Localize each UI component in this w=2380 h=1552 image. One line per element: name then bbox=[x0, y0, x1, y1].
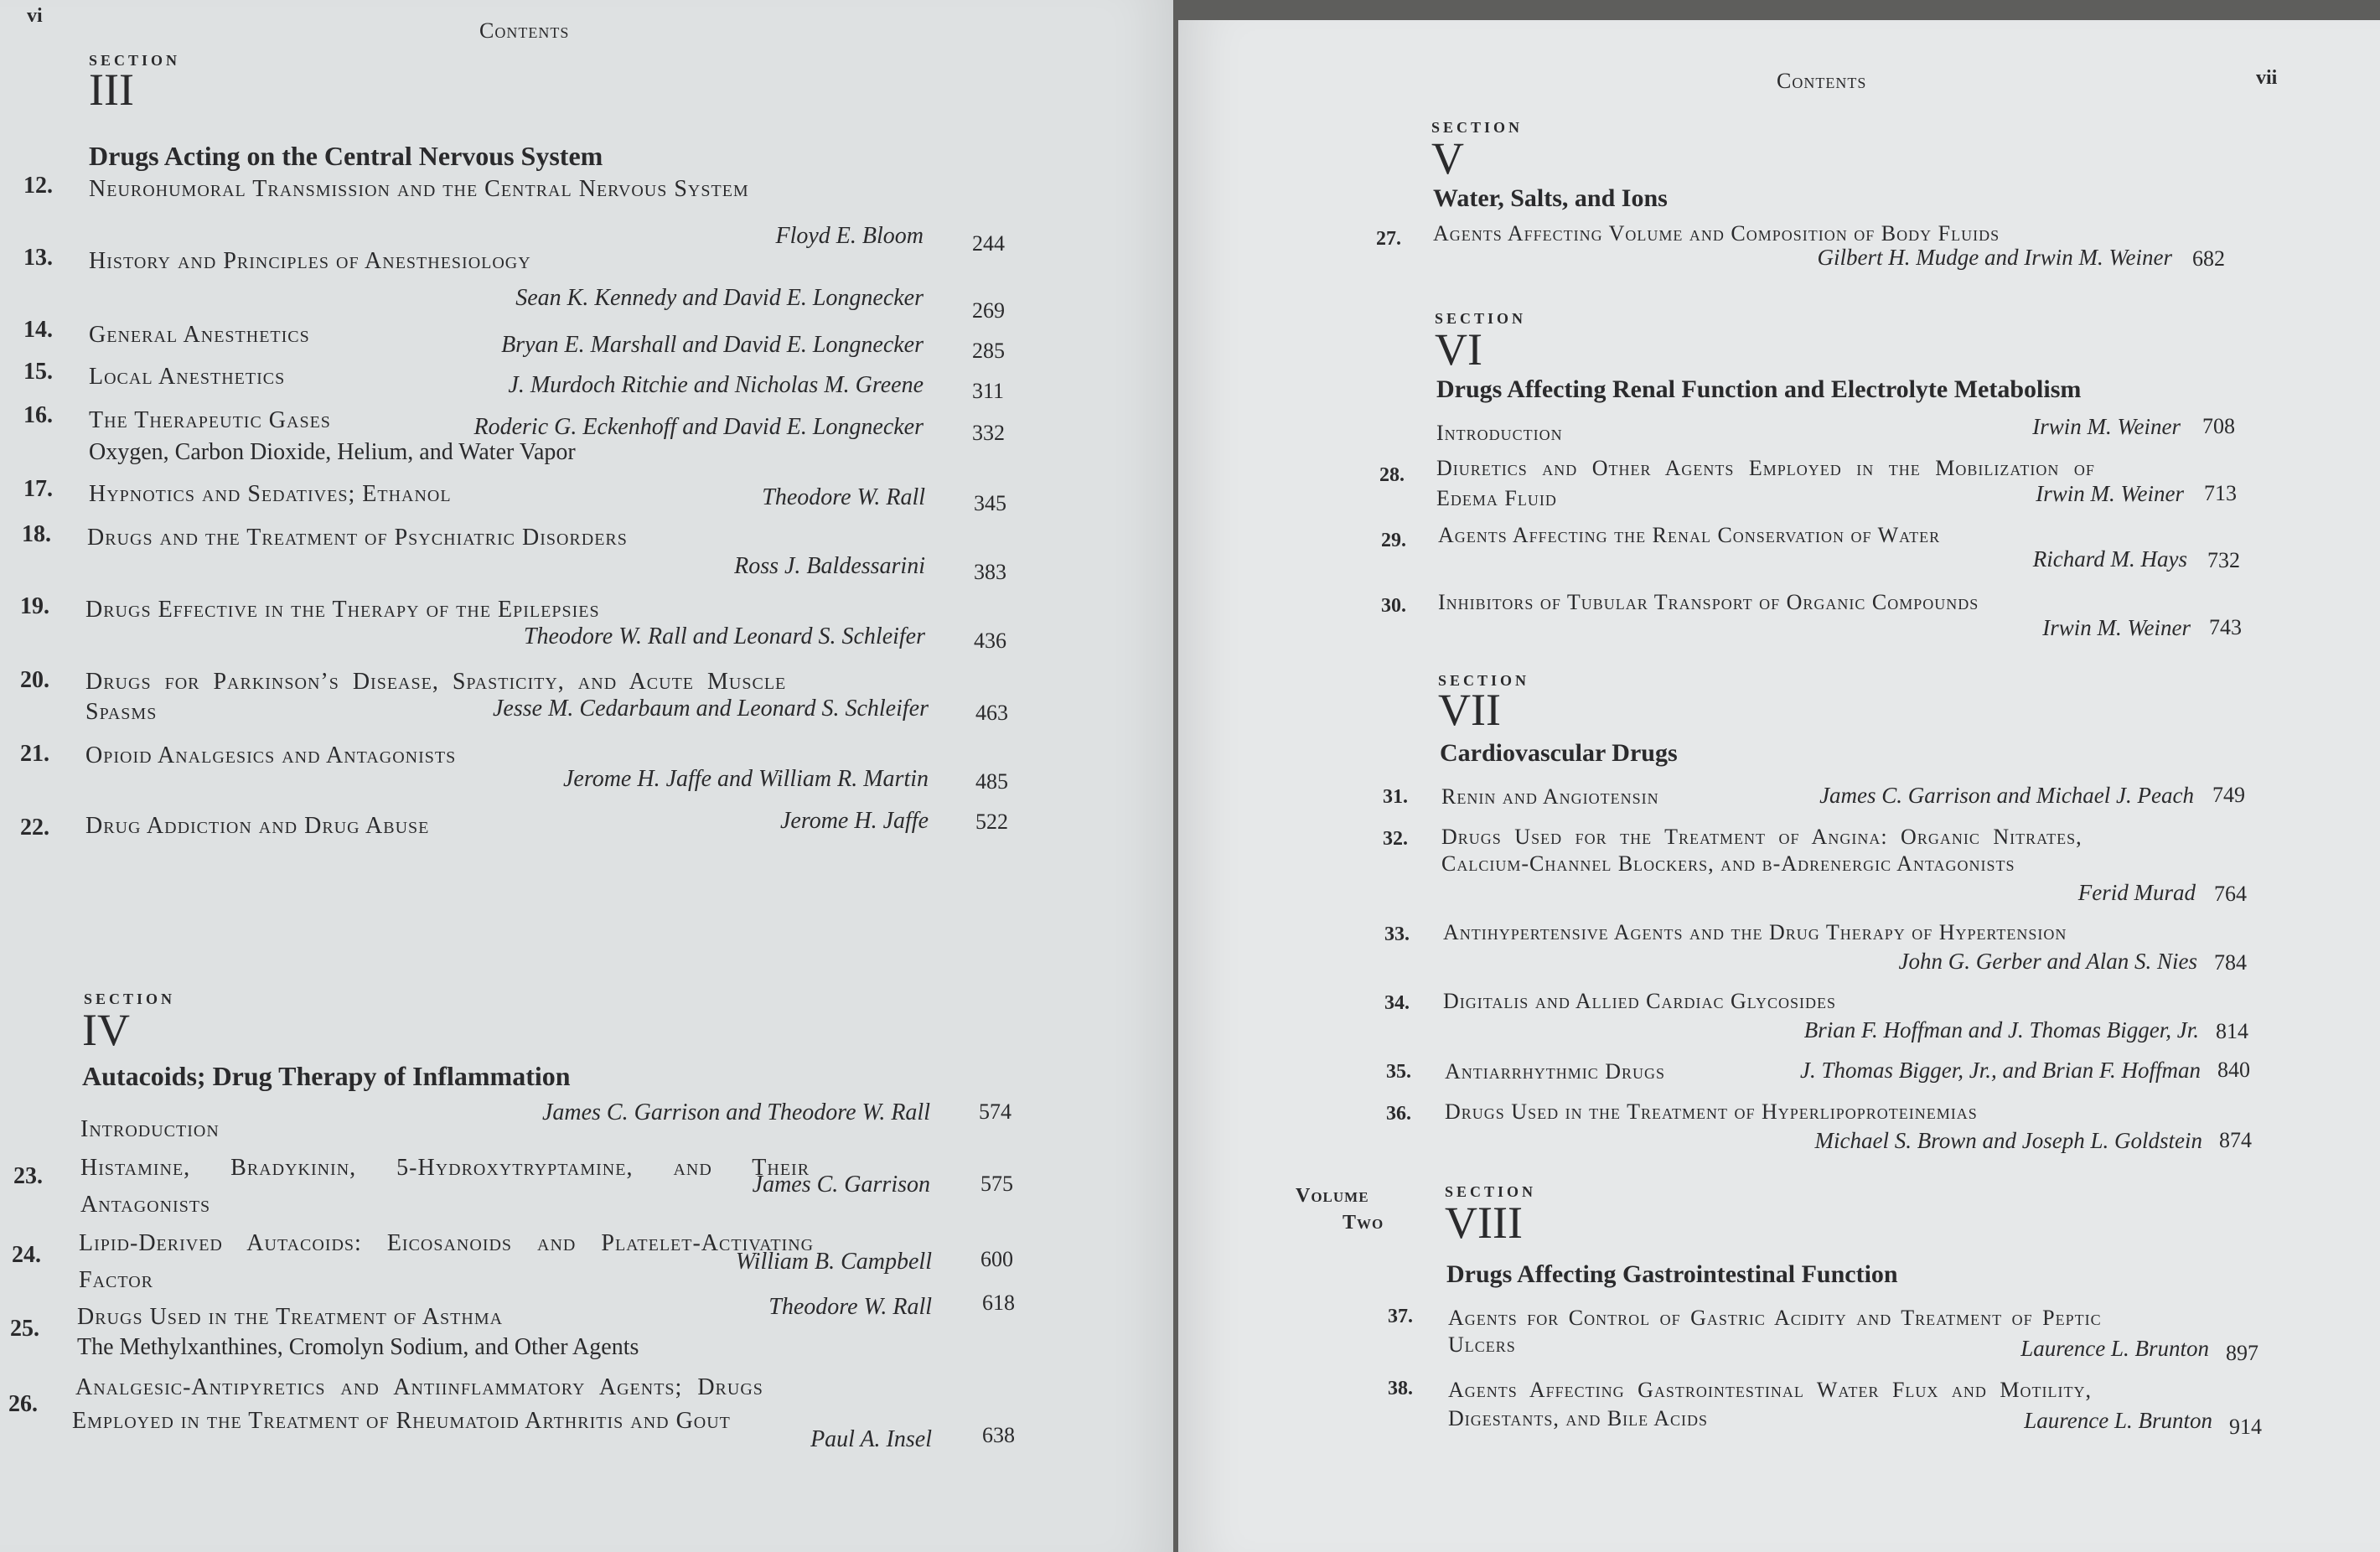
chapter-title-line1: Agents for Control of Gastric Acidity and Treatment of Peptic bbox=[1448, 1306, 2102, 1330]
chapter-page: 244 bbox=[972, 231, 1005, 256]
chapter-authors: J. Murdoch Ritchie and Nicholas M. Greene bbox=[508, 372, 924, 398]
chapter-authors: Bryan E. Marshall and David E. Longnecker bbox=[501, 332, 924, 358]
chapter-authors: Irwin M. Weiner bbox=[2032, 414, 2181, 439]
chapter-page: 682 bbox=[2192, 246, 2225, 271]
page-folio: vi bbox=[27, 5, 43, 27]
chapter-number: 19. bbox=[20, 593, 49, 619]
chapter-number: 15. bbox=[23, 359, 53, 385]
chapter-authors: Richard M. Hays bbox=[2032, 546, 2187, 572]
chapter-number: 23. bbox=[13, 1163, 43, 1189]
chapter-authors: John G. Gerber and Alan S. Nies bbox=[1898, 949, 2197, 974]
volume-label-line2: Two bbox=[1343, 1212, 1384, 1234]
chapter-title-line1: Diuretics and Other Agents Employed in the Mobilization of bbox=[1436, 456, 2095, 480]
chapter-title-line2: Employed in the Treatment of Rheumatoid Arthritis and Gout bbox=[72, 1408, 731, 1434]
chapter-page: 874 bbox=[2219, 1128, 2252, 1152]
chapter-number: 35. bbox=[1386, 1061, 1411, 1083]
chapter-page: 345 bbox=[974, 491, 1006, 515]
chapter-title-line2: Antagonists bbox=[80, 1192, 211, 1218]
section-numeral: VII bbox=[1438, 685, 1501, 735]
chapter-page: 897 bbox=[2226, 1341, 2258, 1365]
chapter-authors: Paul A. Insel bbox=[810, 1426, 932, 1452]
section-label: SECTION bbox=[1435, 310, 1527, 327]
section-title: Cardiovascular Drugs bbox=[1440, 739, 1678, 767]
chapter-authors: Theodore W. Rall and Leonard S. Schleifer bbox=[523, 623, 925, 649]
chapter-authors: Ross J. Baldessarini bbox=[734, 553, 925, 579]
chapter-title-line1: Histamine, Bradykinin, 5-Hydroxytryptamine, and Their bbox=[80, 1155, 810, 1181]
chapter-page: 575 bbox=[980, 1172, 1013, 1196]
section-numeral: IV bbox=[82, 1005, 130, 1055]
chapter-page: 749 bbox=[2212, 783, 2245, 807]
chapter-page: 311 bbox=[972, 379, 1005, 403]
section-title: Autacoids; Drug Therapy of Inflammation bbox=[82, 1061, 571, 1091]
chapter-title: Local Anesthetics bbox=[89, 364, 286, 390]
chapter-number: 31. bbox=[1383, 786, 1408, 808]
chapter-number: 16. bbox=[23, 402, 53, 428]
chapter-page: 732 bbox=[2207, 548, 2240, 572]
chapter-page: 383 bbox=[974, 560, 1006, 584]
chapter-number: 30. bbox=[1381, 595, 1406, 617]
chapter-subtitle: Oxygen, Carbon Dioxide, Helium, and Water Vapor bbox=[89, 439, 576, 465]
chapter-page: 618 bbox=[982, 1291, 1015, 1315]
chapter-number: 34. bbox=[1384, 992, 1410, 1014]
chapter-authors: Sean K. Kennedy and David E. Longnecker bbox=[515, 285, 924, 311]
chapter-title: Inhibitors of Tubular Transport of Organic Compounds bbox=[1438, 590, 1979, 614]
chapter-authors: Jerome H. Jaffe bbox=[780, 808, 929, 834]
chapter-title: Agents Affecting Volume and Composition of Body Fluids bbox=[1433, 221, 2000, 246]
chapter-authors: Laurence L. Brunton bbox=[2020, 1336, 2209, 1361]
chapter-number: 20. bbox=[20, 667, 49, 693]
chapter-number: 27. bbox=[1376, 228, 1401, 250]
chapter-number: 25. bbox=[10, 1316, 39, 1342]
section-label: SECTION bbox=[84, 991, 176, 1007]
chapter-title: Digitalis and Allied Cardiac Glycosides bbox=[1443, 989, 1836, 1013]
right-page bbox=[1178, 20, 2380, 1552]
chapter-number: 18. bbox=[22, 521, 51, 547]
chapter-authors: Ferid Murad bbox=[2077, 880, 2196, 905]
chapter-page: 285 bbox=[972, 339, 1005, 363]
running-head: Contents bbox=[1777, 69, 1867, 93]
section-label: SECTION bbox=[1438, 672, 1530, 689]
running-head: Contents bbox=[479, 18, 570, 43]
chapter-authors: William B. Campbell bbox=[735, 1249, 932, 1275]
chapter-page: 784 bbox=[2214, 950, 2247, 975]
chapter-page: 713 bbox=[2204, 481, 2237, 505]
chapter-title: General Anesthetics bbox=[89, 322, 310, 348]
chapter-number: 28. bbox=[1379, 464, 1405, 486]
section-title: Drugs Affecting Renal Function and Electrolyte Metabolism bbox=[1436, 375, 2082, 403]
chapter-authors: James C. Garrison and Theodore W. Rall bbox=[541, 1099, 930, 1125]
chapter-page: 914 bbox=[2229, 1415, 2262, 1439]
chapter-page: 600 bbox=[980, 1247, 1013, 1271]
chapter-authors: Jerome H. Jaffe and William R. Martin bbox=[563, 766, 929, 792]
chapter-title: Drugs Used in the Treatment of Asthma bbox=[77, 1304, 504, 1330]
chapter-page: 436 bbox=[974, 629, 1006, 653]
chapter-number: 32. bbox=[1383, 828, 1408, 850]
chapter-title-line2: Edema Fluid bbox=[1436, 486, 1557, 510]
chapter-title-line1: Drugs for Parkinson’s Disease, Spasticity, and Acute Muscle bbox=[85, 669, 787, 695]
chapter-page: 332 bbox=[972, 421, 1005, 445]
chapter-title: History and Principles of Anesthesiology bbox=[89, 248, 531, 274]
chapter-page: 840 bbox=[2217, 1058, 2250, 1082]
section-numeral: VI bbox=[1435, 324, 1482, 375]
chapter-number: 17. bbox=[23, 476, 53, 502]
chapter-number: 33. bbox=[1384, 923, 1410, 945]
chapter-title-line2: Factor bbox=[79, 1267, 153, 1293]
page-folio: vii bbox=[2256, 67, 2278, 89]
left-page bbox=[0, 0, 1173, 1552]
volume-label-line1: Volume bbox=[1296, 1185, 1369, 1207]
chapter-page: 708 bbox=[2202, 414, 2235, 438]
section-title: Drugs Affecting Gastrointestinal Function bbox=[1446, 1260, 1898, 1288]
section-label: SECTION bbox=[1445, 1183, 1537, 1200]
chapter-title: Introduction bbox=[80, 1116, 220, 1142]
chapter-title: Drugs Used in the Treatment of Hyperlipoproteinemias bbox=[1445, 1099, 1978, 1124]
chapter-authors: Laurence L. Brunton bbox=[2024, 1408, 2212, 1433]
chapter-page: 743 bbox=[2209, 615, 2242, 639]
chapter-number: 24. bbox=[12, 1242, 41, 1268]
section-title: Water, Salts, and Ions bbox=[1433, 184, 1668, 212]
chapter-title: Drug Addiction and Drug Abuse bbox=[85, 813, 430, 839]
chapter-authors: J. Thomas Bigger, Jr., and Brian F. Hoffman bbox=[1799, 1058, 2201, 1083]
chapter-authors: Irwin M. Weiner bbox=[2036, 481, 2184, 506]
chapter-page: 485 bbox=[975, 769, 1008, 794]
chapter-authors: James C. Garrison bbox=[752, 1172, 930, 1198]
chapter-title: Opioid Analgesics and Antagonists bbox=[85, 742, 457, 768]
chapter-title: Introduction bbox=[1436, 421, 1563, 445]
section-label: SECTION bbox=[89, 52, 181, 69]
section-title: Drugs Acting on the Central Nervous System bbox=[89, 141, 603, 171]
chapter-authors: Theodore W. Rall bbox=[762, 484, 925, 510]
chapter-authors: Floyd E. Bloom bbox=[775, 223, 924, 249]
section-label: SECTION bbox=[1431, 119, 1524, 136]
section-numeral: VIII bbox=[1445, 1198, 1523, 1248]
chapter-page: 269 bbox=[972, 298, 1005, 323]
chapter-title-line1: Agents Affecting Gastrointestinal Water Flux and Motility, bbox=[1448, 1378, 2092, 1402]
section-numeral: V bbox=[1431, 133, 1464, 184]
chapter-number: 36. bbox=[1386, 1103, 1411, 1125]
chapter-authors: Brian F. Hoffman and J. Thomas Bigger, Jr. bbox=[1803, 1017, 2199, 1042]
chapter-number: 12. bbox=[23, 173, 53, 199]
chapter-page: 522 bbox=[975, 810, 1008, 834]
chapter-title-line1: Lipid-Derived Autacoids: Eicosanoids and Platelet-Activating bbox=[79, 1230, 815, 1256]
chapter-title: Renin and Angiotensin bbox=[1441, 784, 1659, 809]
chapter-title: Drugs and the Treatment of Psychiatric Disorders bbox=[87, 525, 628, 551]
chapter-title-line1: Analgesic-Antipyretics and Antiinflammatory Agents; Drugs bbox=[75, 1374, 763, 1400]
chapter-authors: Gilbert H. Mudge and Irwin M. Weiner bbox=[1817, 245, 2172, 270]
chapter-number: 26. bbox=[8, 1391, 38, 1417]
chapter-title: Drugs Effective in the Therapy of the Epilepsies bbox=[85, 597, 600, 623]
chapter-subtitle: The Methylxanthines, Cromolyn Sodium, and Other Agents bbox=[77, 1334, 639, 1360]
chapter-title: The Therapeutic Gases bbox=[89, 407, 331, 433]
chapter-title: Neurohumoral Transmission and the Central Nervous System bbox=[89, 176, 749, 202]
chapter-number: 29. bbox=[1381, 530, 1406, 551]
chapter-authors: Theodore W. Rall bbox=[768, 1294, 932, 1320]
chapter-number: 37. bbox=[1388, 1306, 1413, 1327]
chapter-authors: Michael S. Brown and Joseph L. Goldstein bbox=[1814, 1128, 2202, 1153]
chapter-authors: Jesse M. Cedarbaum and Leonard S. Schleifer bbox=[493, 696, 929, 722]
chapter-title: Antihypertensive Agents and the Drug Therapy of Hypertension bbox=[1443, 920, 2067, 944]
chapter-number: 22. bbox=[20, 815, 49, 841]
chapter-page: 638 bbox=[982, 1423, 1015, 1447]
chapter-authors: Irwin M. Weiner bbox=[2042, 615, 2191, 640]
chapter-title-line2: Digestants, and Bile Acids bbox=[1448, 1406, 1709, 1430]
chapter-page: 463 bbox=[975, 701, 1008, 725]
chapter-title-line2: Calcium-Channel Blockers, and β-Adrenergic Antagonists bbox=[1441, 851, 2015, 876]
chapter-page: 764 bbox=[2214, 882, 2247, 906]
chapter-number: 13. bbox=[23, 245, 53, 271]
section-numeral: III bbox=[89, 65, 134, 115]
chapter-number: 14. bbox=[23, 317, 53, 343]
chapter-title-line1: Drugs Used for the Treatment of Angina: Organic Nitrates, bbox=[1441, 825, 2082, 849]
chapter-authors: James C. Garrison and Michael J. Peach bbox=[1819, 783, 2194, 808]
chapter-title-line2: Ulcers bbox=[1448, 1332, 1516, 1357]
chapter-title: Antiarrhythmic Drugs bbox=[1445, 1059, 1666, 1084]
chapter-title: Agents Affecting the Renal Conservation of Water bbox=[1438, 523, 1941, 547]
chapter-authors: Roderic G. Eckenhoff and David E. Longnecker bbox=[473, 414, 924, 440]
chapter-page: 574 bbox=[979, 1099, 1012, 1124]
chapter-number: 21. bbox=[20, 741, 49, 767]
chapter-number: 38. bbox=[1388, 1378, 1413, 1399]
chapter-title: Hypnotics and Sedatives; Ethanol bbox=[89, 481, 452, 507]
chapter-title-line2: Spasms bbox=[85, 699, 158, 725]
chapter-page: 814 bbox=[2216, 1019, 2248, 1043]
